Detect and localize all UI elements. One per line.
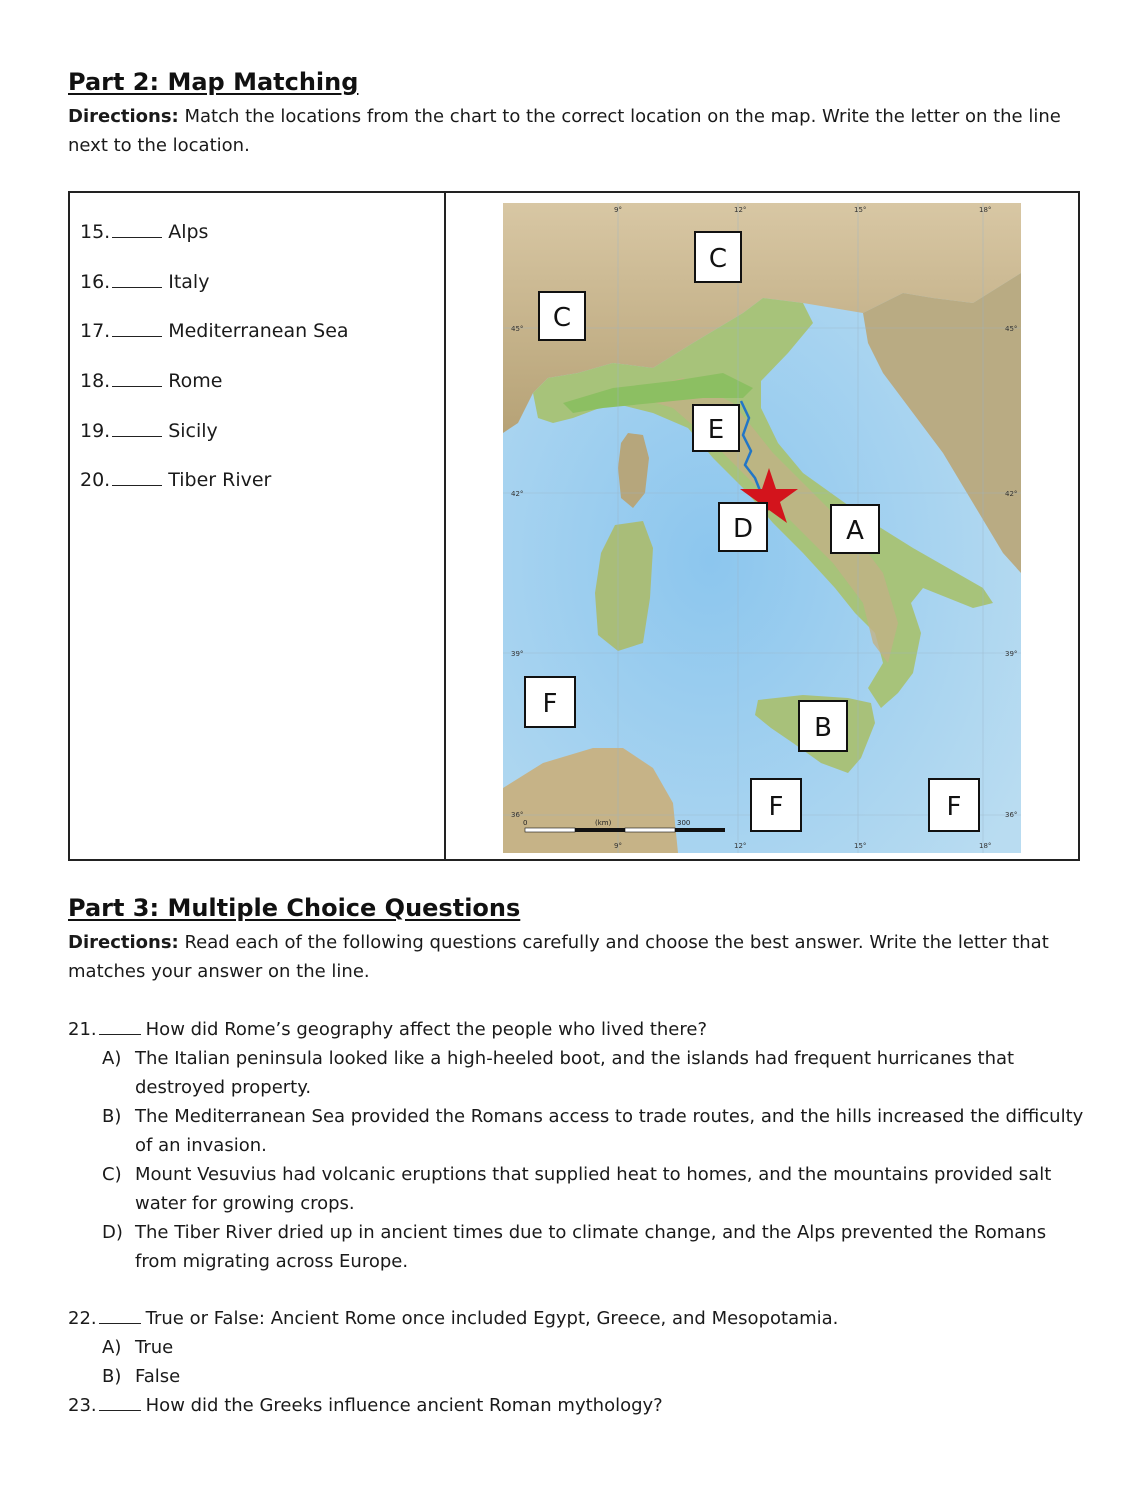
scale-end-label: 300 [677, 819, 691, 827]
question-21 [68, 1015, 707, 1044]
lon-label: 15° [854, 206, 867, 214]
question-number: 21. [68, 1019, 97, 1040]
option-letter: A) [102, 1048, 122, 1069]
lon-label: 9° [614, 842, 622, 850]
item-label: Italy [168, 270, 210, 293]
option-text: Mount Vesuvius had volcanic eruptions that supplied heat to homes, and the mountains provided salt water for growing crops. [135, 1164, 1052, 1214]
label-box-f-west[interactable] [525, 677, 575, 727]
answer-blank[interactable] [99, 1020, 141, 1035]
answer-blank[interactable] [99, 1309, 141, 1324]
option-d [102, 1218, 1092, 1276]
label-letter: C [552, 303, 572, 333]
item-label: Alps [168, 221, 209, 243]
location-item [80, 418, 349, 468]
item-label: Rome [168, 370, 223, 393]
option-a [102, 1044, 1092, 1102]
label-box-d[interactable] [719, 503, 767, 551]
label-box-c-alps-east[interactable] [695, 232, 741, 282]
lon-label: 15° [854, 842, 867, 850]
item-number: 16. [80, 270, 111, 293]
location-item [80, 368, 349, 418]
option-text: The Tiber River dried up in ancient times due to climate change, and the Alps prevented the Romans from migrating across Europe. [135, 1222, 1047, 1272]
location-item [80, 467, 349, 517]
question-number: 22. [68, 1308, 97, 1329]
lon-label: 12° [734, 206, 747, 214]
option-text: False [135, 1366, 181, 1387]
label-letter: D [732, 514, 754, 544]
answer-blank[interactable] [112, 221, 162, 238]
part3-directions-text: Read each of the following questions carefully and choose the best answer. Write the letter that matches your answer on the line. [68, 932, 1049, 982]
label-box-f-south[interactable] [751, 779, 801, 831]
label-box-b[interactable] [799, 701, 847, 751]
label-letter: A [846, 516, 864, 546]
location-list [80, 219, 349, 517]
answer-blank[interactable] [99, 1396, 141, 1411]
map-matching-table [68, 191, 1080, 861]
option-letter: A) [102, 1337, 122, 1358]
label-letter: B [814, 713, 832, 743]
lat-label: 39° [1005, 650, 1018, 658]
option-b [102, 1102, 1092, 1160]
location-item [80, 318, 349, 368]
option-b [102, 1362, 1092, 1391]
option-letter: B) [102, 1366, 122, 1387]
item-number: 19. [80, 419, 111, 442]
answer-blank[interactable] [112, 370, 162, 387]
answer-blank[interactable] [112, 320, 162, 337]
lon-label: 18° [979, 206, 992, 214]
question-text: How did Rome’s geography affect the people who lived there? [145, 1019, 708, 1040]
answer-blank[interactable] [112, 420, 162, 437]
location-item [80, 269, 349, 319]
lat-label: 45° [511, 325, 524, 333]
option-a [102, 1333, 1092, 1362]
item-number: 17. [80, 320, 111, 343]
part2-title: Part 2: Map Matching [68, 68, 359, 96]
option-letter: D) [102, 1222, 123, 1243]
item-label: Sicily [168, 419, 218, 442]
item-label: Tiber River [168, 469, 272, 492]
label-letter: F [768, 792, 784, 822]
option-text: The Italian peninsula looked like a high-heeled boot, and the islands had frequent hurricanes that destroyed property. [135, 1048, 1015, 1098]
question-text: True or False: Ancient Rome once included Egypt, Greece, and Mesopotamia. [145, 1308, 839, 1329]
label-letter: E [707, 415, 725, 445]
label-letter: C [708, 244, 728, 274]
option-text: The Mediterranean Sea provided the Romans access to trade routes, and the hills increased the difficulty of an invasion. [135, 1106, 1084, 1156]
question-23 [68, 1391, 663, 1420]
option-letter: B) [102, 1106, 122, 1127]
answer-blank[interactable] [112, 271, 162, 288]
part3-directions-label: Directions: [68, 932, 179, 953]
option-text: True [135, 1337, 174, 1358]
answer-blank[interactable] [112, 469, 162, 486]
label-box-a[interactable] [831, 505, 879, 553]
lon-label: 9° [614, 206, 622, 214]
location-item [80, 219, 349, 269]
question-number: 23. [68, 1395, 97, 1416]
lat-label: 36° [511, 811, 524, 819]
option-c [102, 1160, 1092, 1218]
label-letter: F [946, 792, 962, 822]
label-box-e[interactable] [693, 405, 739, 451]
label-box-f-east[interactable] [929, 779, 979, 831]
part2-directions-text: Match the locations from the chart to the correct location on the map. Write the letter on the line next to the location. [68, 106, 1061, 156]
lat-label: 42° [1005, 490, 1018, 498]
lat-label: 36° [1005, 811, 1018, 819]
scale-start-label: 0 [523, 819, 528, 827]
question-22 [68, 1304, 838, 1333]
item-number: 15. [80, 221, 111, 243]
label-box-c-alps-west[interactable] [539, 292, 585, 340]
item-label: Mediterranean Sea [168, 320, 349, 343]
table-divider [444, 193, 446, 859]
question-text: How did the Greeks influence ancient Roman mythology? [145, 1395, 663, 1416]
italy-map [503, 203, 1021, 853]
part2-directions-label: Directions: [68, 106, 179, 127]
label-letter: F [542, 689, 558, 719]
lat-label: 45° [1005, 325, 1018, 333]
item-number: 20. [80, 469, 111, 492]
lon-label: 12° [734, 842, 747, 850]
part3-title: Part 3: Multiple Choice Questions [68, 894, 521, 922]
item-number: 18. [80, 370, 111, 393]
lat-label: 39° [511, 650, 524, 658]
option-letter: C) [102, 1164, 122, 1185]
scale-unit-label: (km) [595, 819, 612, 827]
part3-directions [68, 928, 1088, 986]
lon-label: 18° [979, 842, 992, 850]
lat-label: 42° [511, 490, 524, 498]
part2-directions [68, 102, 1088, 160]
